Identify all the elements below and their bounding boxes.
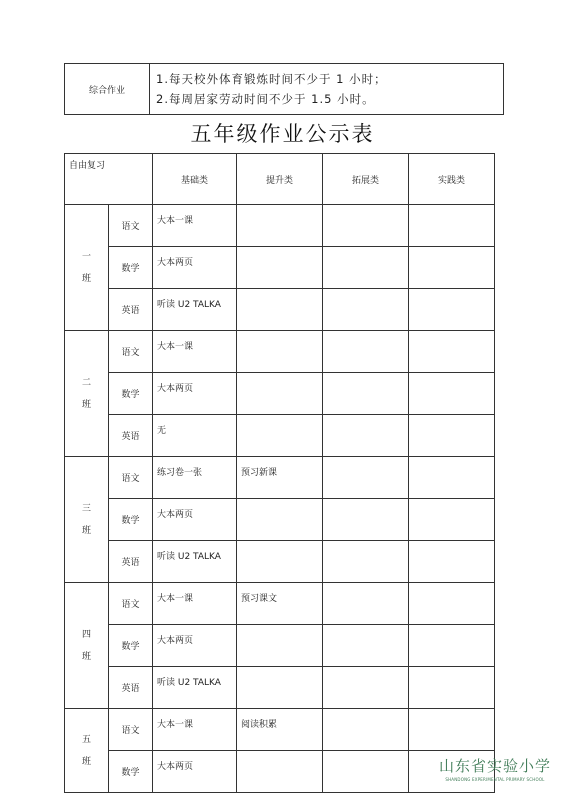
school-name-english: SHANDONG EXPERIMENTAL PRIMARY SCHOOL	[445, 777, 545, 782]
homework-cell	[237, 625, 323, 667]
class-name-char: 四	[81, 629, 91, 640]
column-header: 基础类	[153, 154, 237, 205]
class-name-cell	[65, 583, 109, 709]
homework-cell	[409, 667, 495, 709]
class-name-cell	[65, 205, 109, 331]
class-name-cell	[65, 709, 109, 793]
subject-cell: 语文	[109, 583, 153, 625]
subject-cell: 英语	[109, 289, 153, 331]
class-name-cell	[65, 457, 109, 583]
comprehensive-item: 2.每周居家劳动时间不少于 1.5 小时。	[156, 92, 375, 106]
homework-cell: 无	[153, 415, 237, 457]
homework-cell	[323, 331, 409, 373]
table-row	[65, 247, 495, 289]
subject-cell: 数学	[109, 373, 153, 415]
homework-cell	[323, 625, 409, 667]
homework-cell	[409, 247, 495, 289]
table-row	[65, 499, 495, 541]
class-name-char: 班	[81, 525, 91, 536]
homework-cell	[237, 373, 323, 415]
table-row	[65, 709, 495, 751]
homework-cell: 大本一课	[153, 583, 237, 625]
column-header: 提升类	[237, 154, 323, 205]
homework-cell	[409, 541, 495, 583]
subject-cell: 语文	[109, 205, 153, 247]
column-header: 实践类	[409, 154, 495, 205]
homework-cell	[237, 541, 323, 583]
table-row	[65, 625, 495, 667]
homework-cell: 练习卷一张	[153, 457, 237, 499]
homework-cell: 大本一课	[153, 205, 237, 247]
homework-cell	[237, 289, 323, 331]
homework-cell: 大本一课	[153, 709, 237, 751]
homework-cell	[409, 457, 495, 499]
homework-cell	[409, 373, 495, 415]
homework-cell	[409, 499, 495, 541]
homework-cell	[323, 751, 409, 793]
homework-cell	[409, 415, 495, 457]
class-name-cell	[65, 331, 109, 457]
homework-cell	[323, 541, 409, 583]
homework-cell	[237, 247, 323, 289]
homework-cell: 大本两页	[153, 751, 237, 793]
table-row	[65, 331, 495, 373]
homework-cell	[323, 289, 409, 331]
class-name-char: 班	[81, 273, 91, 284]
class-name-char: 班	[81, 651, 91, 662]
homework-cell	[323, 583, 409, 625]
table-row	[65, 751, 495, 793]
table-header-row	[65, 154, 495, 205]
table-row	[65, 289, 495, 331]
homework-cell	[323, 373, 409, 415]
subject-cell: 语文	[109, 457, 153, 499]
homework-cell	[409, 289, 495, 331]
comprehensive-homework-items	[150, 64, 504, 115]
school-logo	[439, 755, 551, 782]
homework-cell: 大本两页	[153, 625, 237, 667]
subject-cell: 数学	[109, 499, 153, 541]
homework-cell: 大本两页	[153, 247, 237, 289]
comprehensive-homework-label: 综合作业	[65, 64, 150, 115]
homework-cell	[409, 709, 495, 751]
homework-cell	[323, 457, 409, 499]
homework-table	[64, 153, 495, 793]
comprehensive-item: 1.每天校外体育锻炼时间不少于 1 小时；	[156, 72, 387, 86]
homework-cell: 听读 U2 TALKA	[153, 541, 237, 583]
subject-cell: 英语	[109, 541, 153, 583]
homework-cell	[237, 331, 323, 373]
homework-cell	[323, 247, 409, 289]
homework-cell	[409, 331, 495, 373]
homework-cell	[409, 583, 495, 625]
table-row	[65, 415, 495, 457]
table-row	[65, 541, 495, 583]
homework-cell	[237, 667, 323, 709]
homework-cell: 大本两页	[153, 499, 237, 541]
class-name-char: 一	[81, 251, 91, 262]
homework-cell	[409, 205, 495, 247]
homework-cell: 阅读积累	[237, 709, 323, 751]
column-header: 拓展类	[323, 154, 409, 205]
table-row	[65, 583, 495, 625]
header-corner-cell: 自由复习	[65, 154, 153, 205]
subject-cell: 语文	[109, 331, 153, 373]
homework-cell: 听读 U2 TALKA	[153, 667, 237, 709]
homework-cell	[323, 415, 409, 457]
class-name-char: 五	[81, 734, 91, 745]
homework-cell	[237, 751, 323, 793]
subject-cell: 数学	[109, 625, 153, 667]
homework-cell	[409, 625, 495, 667]
homework-cell: 预习课文	[237, 583, 323, 625]
comprehensive-homework-table	[64, 63, 504, 115]
class-name-char: 二	[81, 377, 91, 388]
subject-cell: 英语	[109, 415, 153, 457]
subject-cell: 数学	[109, 751, 153, 793]
table-row	[65, 667, 495, 709]
class-name-char: 三	[81, 503, 91, 514]
page-title: 五年级作业公示表	[190, 122, 375, 146]
homework-cell: 听读 U2 TALKA	[153, 289, 237, 331]
homework-cell: 大本两页	[153, 373, 237, 415]
homework-cell	[237, 415, 323, 457]
homework-cell: 大本一课	[153, 331, 237, 373]
subject-cell: 英语	[109, 667, 153, 709]
homework-cell	[323, 709, 409, 751]
homework-cell	[237, 499, 323, 541]
school-name-chinese: 山东省实验小学	[438, 757, 551, 775]
subject-cell: 数学	[109, 247, 153, 289]
homework-cell	[323, 667, 409, 709]
table-row	[65, 373, 495, 415]
class-name-char: 班	[81, 756, 91, 767]
table-row	[65, 205, 495, 247]
subject-cell: 语文	[109, 709, 153, 751]
homework-cell	[323, 499, 409, 541]
table-row	[65, 457, 495, 499]
class-name-char: 班	[81, 399, 91, 410]
homework-cell	[323, 205, 409, 247]
homework-cell: 预习新课	[237, 457, 323, 499]
homework-cell	[237, 205, 323, 247]
